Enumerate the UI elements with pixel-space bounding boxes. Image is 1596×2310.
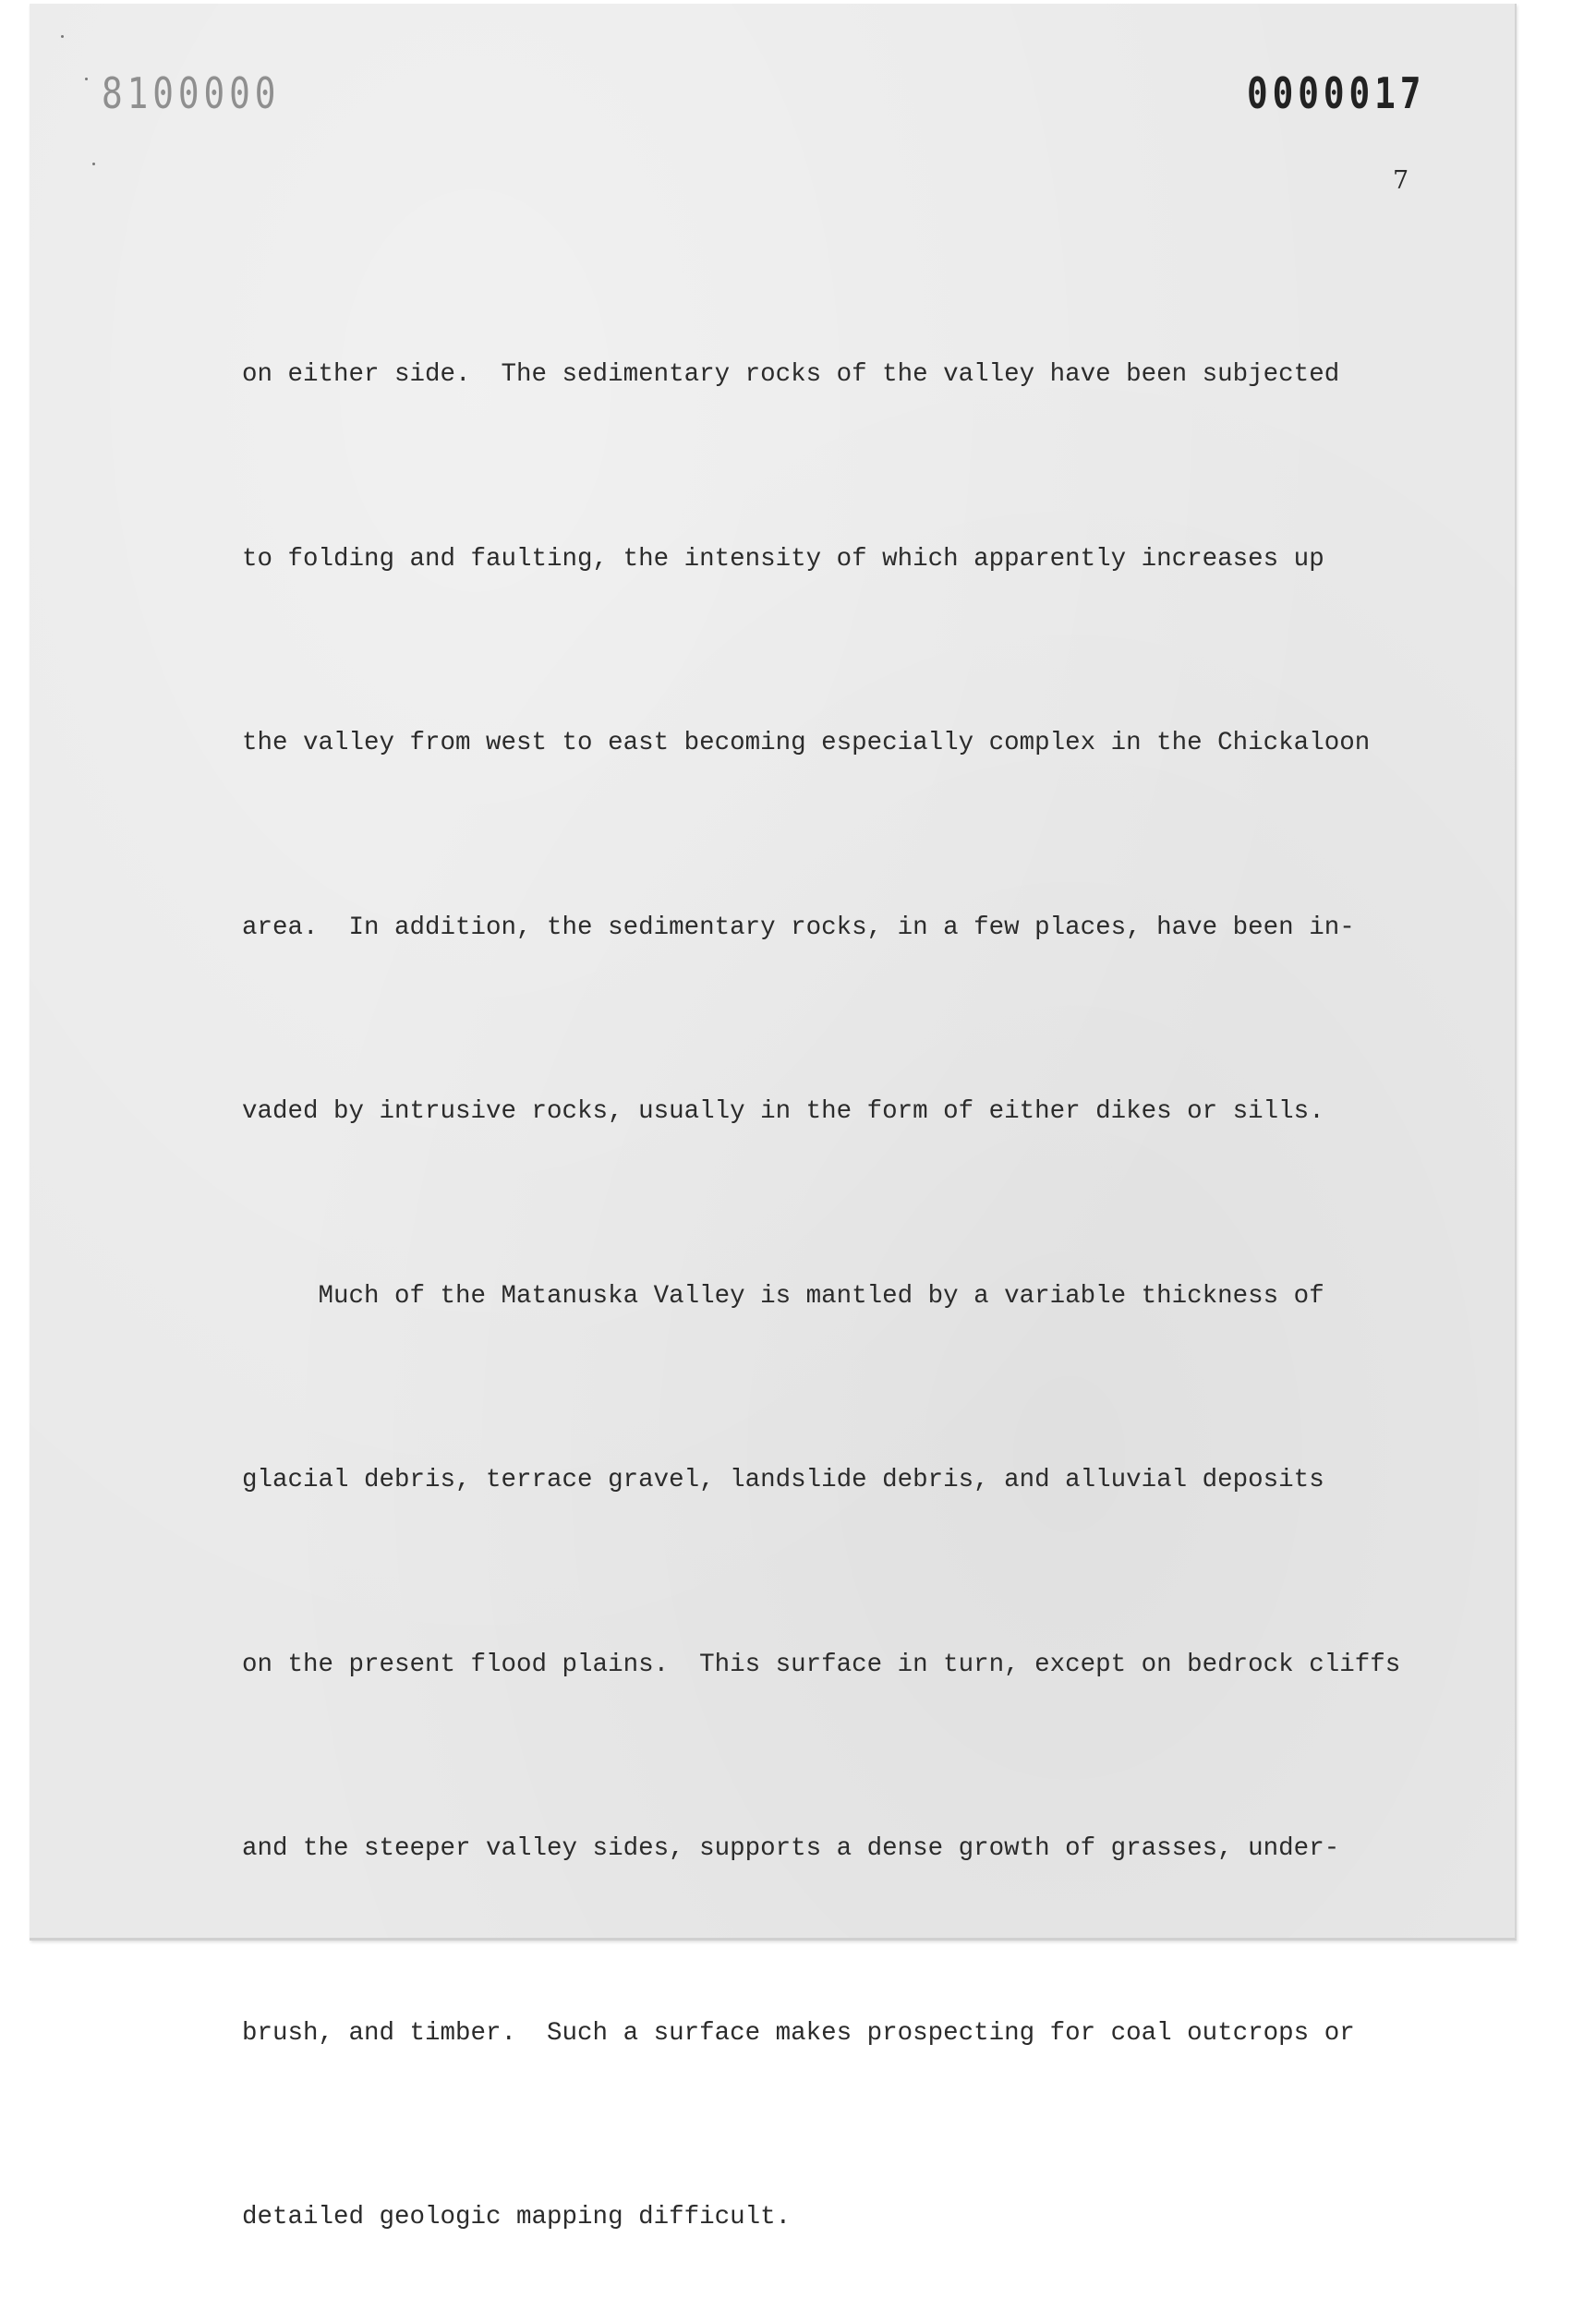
text-line: area. In addition, the sedimentary rocks, in a few places, have been in- (242, 913, 1355, 942)
scan-speck (85, 78, 88, 80)
page-number: 7 (1393, 166, 1409, 195)
text-line: glacial debris, terrace gravel, landslide debris, and alluvial deposits (242, 1466, 1324, 1494)
text-line: on the present flood plains. This surface in turn, except on bedrock cliffs (242, 1650, 1401, 1679)
faded-serial-stamp: 8100000 (102, 68, 281, 118)
text-line: Much of the Matanuska Valley is mantled by a variable thickness of (242, 1281, 1324, 1311)
scan-speck (92, 163, 95, 165)
text-line: and the steeper valley sides, supports a dense growth of grasses, under- (242, 1834, 1340, 1863)
text-line: detailed geologic mapping difficult. (242, 2203, 792, 2231)
text-line: the valley from west to east becoming especially complex in the Chickaloon (242, 729, 1371, 757)
text-line: to folding and faulting, the intensity of which apparently increases up (242, 544, 1324, 574)
text-line: on either side. The sedimentary rocks of the valley have been subjected (242, 360, 1340, 389)
text-line: vaded by intrusive rocks, usually in the form of either dikes or sills. (242, 1097, 1324, 1126)
scan-speck (61, 35, 64, 38)
body-text (242, 222, 1443, 2310)
serial-stamp: 0000017 (1247, 68, 1426, 118)
text-line: brush, and timber. Such a surface makes prospecting for coal outcrops or (242, 2018, 1355, 2048)
